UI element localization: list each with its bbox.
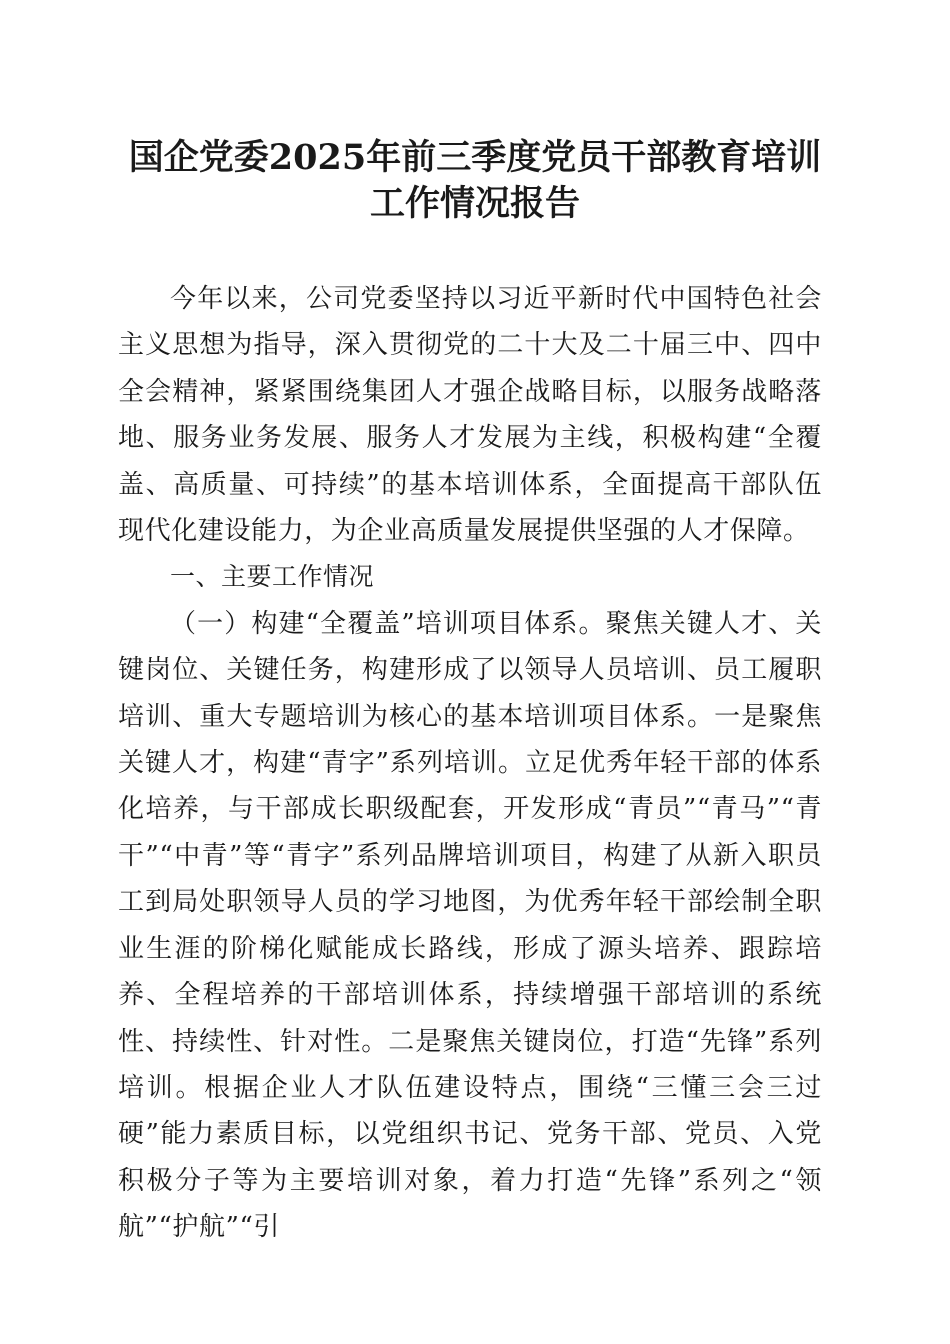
document-body [118, 276, 822, 1251]
section-heading-main-work: 一、主要工作情况 [170, 562, 375, 592]
section-paragraph-training-system: （一）构建“全覆盖”培训项目体系。聚焦关键人才、关键岗位、关键任务，构建形成了以领导人员培训、员工履职培训、重大专题培训为核心的基本培训项目体系。一是聚焦关键人才，构建“青字”系列培训。立足优秀年轻干部的体系化培养，与干部成长职级配套，开发形成“青员”“青马”“青干”“中青”等“青字”系列品牌培训项目，构建了从新入职员工到局处职领导人员的学习地图，为优秀年轻干部绘制全职业生涯的阶梯化赋能成长路线，形成了源头培养、跟踪培养、全程培养的干部培训体系，持续增强干部培训的系统性、持续性、针对性。二是聚焦关键岗位，打造“先锋”系列培训。根据企业人才队伍建设特点，围绕“三懂三会三过硬”能力素质目标，以党组织书记、党务干部、党员、入党积极分子等为主要培训对象，着力打造“先锋”系列之“领航”“护航”“引 [118, 608, 822, 1243]
document-title-line-1: 国企党委2025年前三季度党员干部教育培训 [128, 137, 822, 178]
document-title-line-2: 工作情况报告 [369, 183, 580, 224]
intro-paragraph: 今年以来，公司党委坚持以习近平新时代中国特色社会主义思想为指导，深入贯彻党的二十大及二十届三中、四中全会精神，紧紧围绕集团人才强企战略目标，以服务战略落地、服务业务发展、服务人才发展为主线，积极构建“全覆盖、高质量、可持续”的基本培训体系，全面提高干部队伍现代化建设能力，为企业高质量发展提供坚强的人才保障。 [118, 284, 822, 547]
